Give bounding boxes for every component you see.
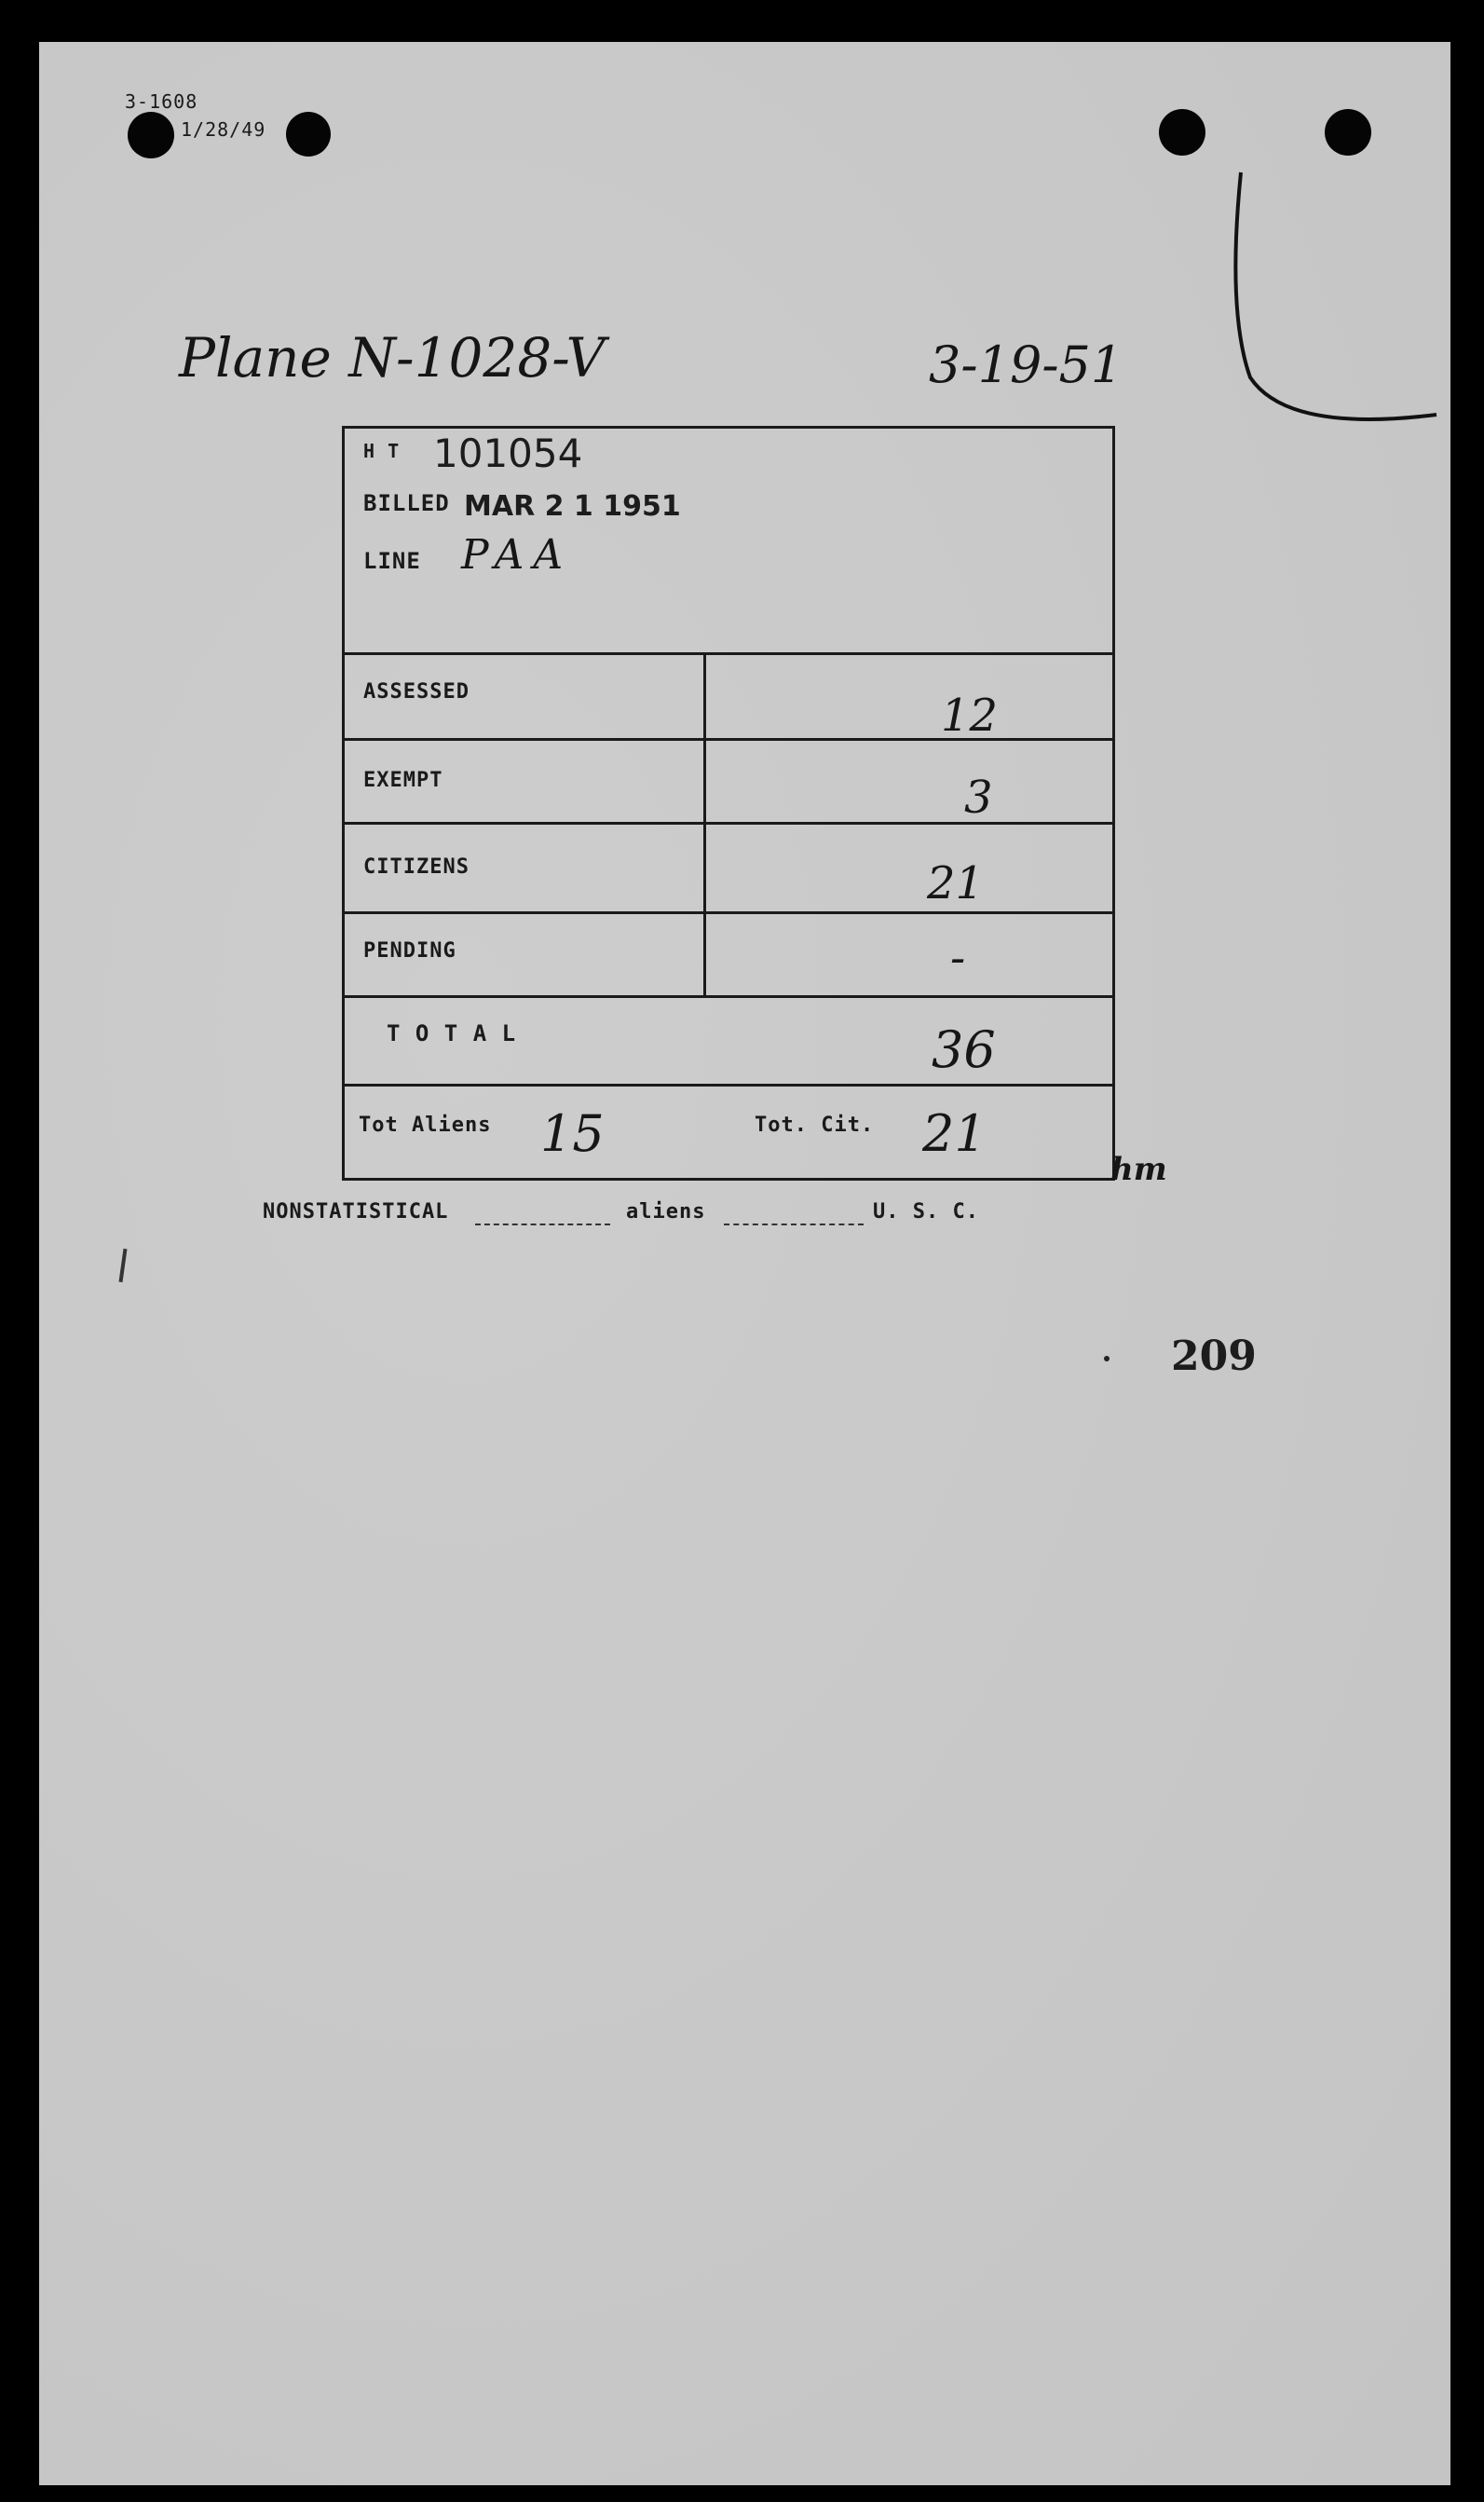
rule-3 (345, 911, 1112, 914)
punch-hole-right (1159, 109, 1205, 156)
nonstatistical-blank (475, 1224, 610, 1225)
total-value: 36 (932, 1020, 996, 1079)
ht-label: H T (363, 440, 401, 462)
tot-aliens-label: Tot Aliens (359, 1114, 492, 1137)
rule-top (345, 652, 1112, 655)
tot-cit-label: Tot. Cit. (755, 1114, 875, 1137)
page-number: 209 (1171, 1333, 1257, 1380)
form-code: 3-1608 (125, 90, 198, 113)
row-label-exempt: EXEMPT (363, 769, 443, 792)
usc-label: U. S. C. (873, 1200, 979, 1224)
margin-curve-mark (1222, 163, 1464, 480)
row-label-citizens: CITIZENS (363, 855, 470, 879)
plane-id: Plane N-1028-V (179, 326, 606, 390)
header-date: 3-19-51 (929, 335, 1123, 394)
tot-aliens-value: 15 (540, 1104, 605, 1163)
row-value-assessed: 12 (941, 690, 999, 742)
column-divider (703, 655, 706, 995)
total-label: T O T A L (387, 1020, 517, 1046)
row-label-assessed: ASSESSED (363, 680, 470, 704)
punch-hole-left (128, 112, 174, 158)
tally-form (342, 426, 1115, 1181)
aliens-label: aliens (626, 1200, 706, 1224)
punch-hole-left-2 (286, 112, 331, 157)
ht-number: 101054 (433, 431, 583, 476)
document-page (39, 42, 1450, 2485)
punch-hole-right-2 (1325, 109, 1371, 156)
nonstatistical-label: NONSTATISTICAL (263, 1200, 449, 1224)
line-value: PAA (461, 531, 573, 579)
rule-5 (345, 1084, 1112, 1087)
speck-mark (1104, 1356, 1110, 1361)
form-revision: 1/28/49 (181, 118, 266, 141)
aliens-blank (724, 1224, 864, 1225)
rule-4 (345, 995, 1112, 998)
row-value-exempt: 3 (964, 772, 993, 824)
tot-cit-value: 21 (922, 1104, 987, 1163)
rule-2 (345, 822, 1112, 825)
row-value-citizens: 21 (927, 857, 985, 909)
line-label: LINE (363, 548, 421, 574)
row-value-pending: - (950, 932, 966, 984)
row-label-pending: PENDING (363, 939, 456, 963)
billed-label: BILLED (363, 490, 450, 516)
margin-tick-mark (119, 1249, 128, 1282)
billed-date: MAR 2 1 1951 (464, 490, 681, 523)
initials: hm (1110, 1151, 1167, 1188)
